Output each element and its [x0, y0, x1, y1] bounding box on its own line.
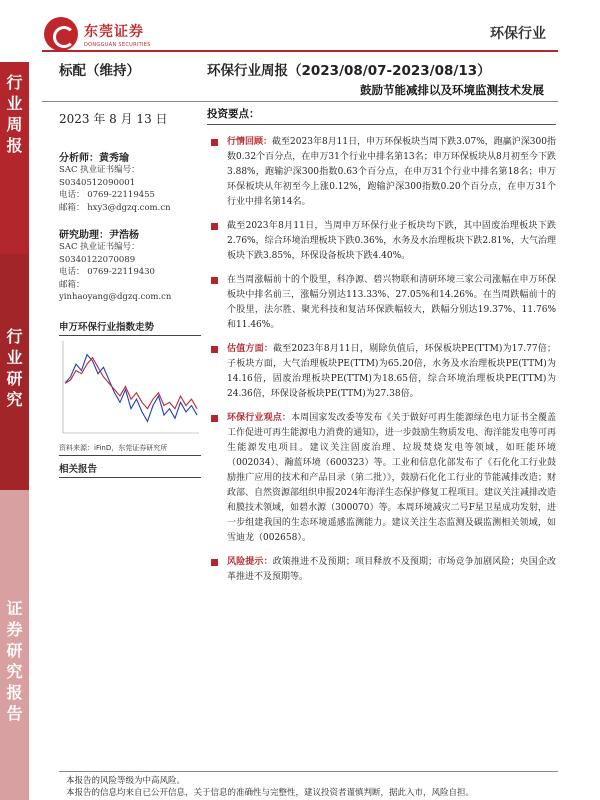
title-divider	[42, 101, 558, 102]
point-sub-sectors: 截至2023年8月11日，当周申万环保行业子板块均下跌，其中固废治理板块下跌2.76%，综合环境治理板块下跌0.36%，水务及水治理板块下跌2.81%，大气治理板块下跌3.85%，环保设备板块下跌4.40%。	[207, 219, 556, 264]
point-risk: 风险提示：政策推进不及预期；项目释放不及预期；市场竞争加剧风险；央国企改革推进不及预期等。	[207, 555, 556, 585]
point-valuation: 估值方面：截至2023年8月11日，剔除负值后，环保板块PE(TTM)为17.77倍；子板块方面，大气治理板块PE(TTM)为65.20倍，水务及水治理板块PE(TTM)为14.16倍，固废治理板块PE(TTM)为18.65倍，综合环境治理板块PE(TTM)为24.36倍，环保设备板块PE(TTM)为27.38倍。	[207, 342, 556, 402]
chart-series-line-1	[65, 358, 197, 409]
assistant-cert: S0340122070089	[59, 254, 136, 265]
point-market-review: 行情回顾：截至2023年8月11日，申万环保板块当周下跌3.07%，跑赢沪深300指数0.32个百分点，在申万31个行业中排名第13名；申万环保板块从8月初至今下跌3.88%，跑输沪深300指数0.63个百分点，在申万31个行业中排名第18名；申万环保板块从年初至今上涨0.12%，跑输沪深300指数0.20个百分点，在申万31个行业中排名第14名。	[207, 135, 556, 210]
analyst-email: 邮箱： hxy3@dgzq.com.cn	[59, 202, 171, 213]
analyst-cert: S0340512090001	[59, 177, 136, 188]
assistant-email: yinhaoyang@dgzq.com.cn	[59, 292, 172, 302]
side-band-research: 行 业 研 究	[0, 254, 29, 490]
index-trend-chart	[59, 337, 201, 443]
disclaimer	[66, 775, 556, 799]
assistant-email-label: 邮箱：	[59, 279, 85, 290]
footer-divider	[59, 771, 558, 772]
point-industry-view: 环保行业观点：本周国家发改委等发布《关于做好可再生能源绿色电力证书全覆盖工作促进可再生能源电力消费的通知》，进一步鼓励生物质发电、海洋能发电等可再生能源发电项目。建议关注固废治理、垃圾焚烧发电等领域，如旺能环境（002034）、瀚蓝环境（600323）等。工业和信息化部发布了《石化化工行业鼓励推广应用的技术和产品目录（第二批）》，鼓励石化化工行业的节能减排改造；财政部、自然资源部组织申报2024年海洋生态保护修复工程项目。建议关注减排改造和膜技术领域，如碧水源（300070）等。本周环境减灾二号F星卫星成功发射，进一步组建我国的生态环境遥感监测能力。建议关注生态监测及碳监测相关领域，如雪迪龙（002658）。	[207, 411, 556, 546]
risk-level-note: 本报告的风险等级为中高风险。	[66, 776, 186, 786]
assistant-phone: 电话： 0769-22119430	[59, 267, 155, 277]
analyst-phone: 电话： 0769-22119455	[59, 190, 155, 200]
logo-name-en: DONGGUAN SECURITIES	[84, 41, 151, 48]
chart-source: 资料来源：iFinD，东莞证券研究所	[59, 443, 201, 456]
point-top-stocks: 在当周涨幅前十的个股里，科净源、碧兴物联和清研环境三家公司涨幅在申万环保板块中排名前三，涨幅分别达113.33%、27.05%和14.26%。在当周跌幅前十的个股里，法尔胜、聚光科技和复洁环保跌幅较大，跌幅分别达19.37%、11.76%和11.46%。	[207, 273, 556, 333]
industry-tag: 环保行业	[490, 26, 546, 42]
side-band	[0, 0, 29, 800]
rating: 标配（维持）	[59, 63, 140, 79]
assistant-name-line: 研究助理：尹浩杨	[59, 230, 139, 241]
company-logo	[44, 17, 151, 51]
analyst-info	[59, 149, 201, 214]
header-divider	[42, 50, 558, 52]
chart-title: 申万环保行业指数走势	[59, 319, 201, 336]
analyst-cert-label: SAC 执业证书编号：	[59, 165, 140, 175]
related-reports-heading: 相关报告	[59, 461, 201, 478]
logo-name-cn: 东莞证券	[84, 23, 144, 40]
assistant-cert-label: SAC 执业证书编号：	[59, 242, 140, 252]
assistant-info	[59, 226, 201, 304]
analyst-name-line: 分析师：黄秀瑜	[59, 153, 129, 164]
investment-highlights-heading: 投资要点：	[207, 106, 556, 125]
side-band-report: 证 券 研 究 报 告	[0, 490, 29, 800]
left-column	[59, 110, 201, 304]
side-band-weekly: 行 业 周 报	[0, 62, 29, 254]
right-column	[207, 106, 556, 594]
chart-series-line-0	[65, 355, 197, 422]
report-title: 环保行业周报（2023/08/07-2023/08/13）	[207, 63, 491, 79]
info-source-note: 本报告的信息均来自已公开信息，关于信息的准确性与完整性，建议投资者谨慎判断，据此入市，风险自担。	[66, 788, 475, 798]
report-date: 2023 年 8 月 13 日	[59, 112, 168, 126]
logo-icon	[44, 17, 78, 51]
report-subtitle: 鼓励节能减排以及环境监测技术发展	[360, 83, 544, 97]
